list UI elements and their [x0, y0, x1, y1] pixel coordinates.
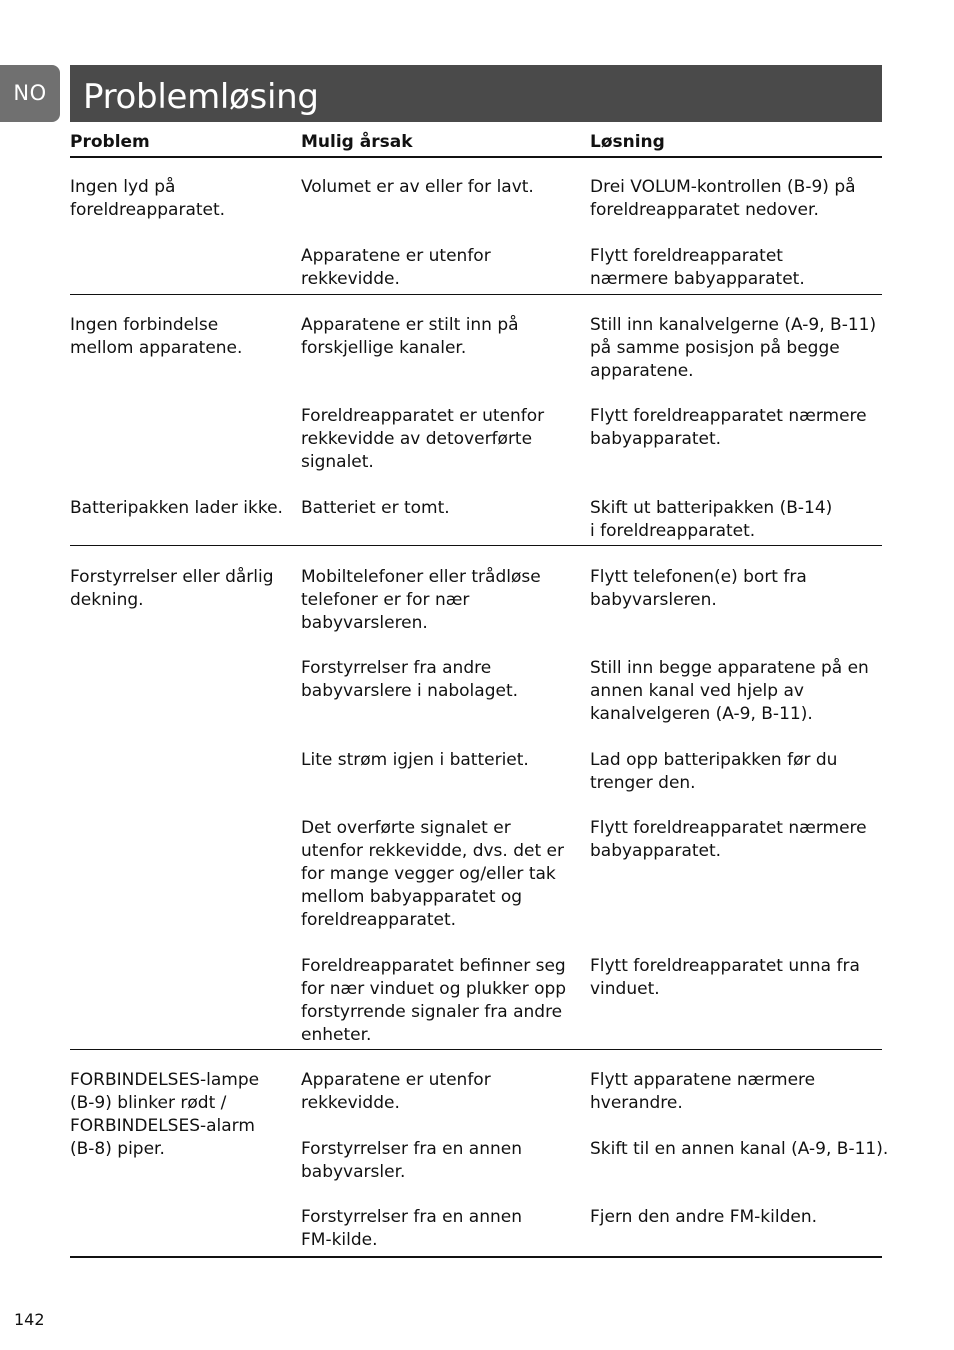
header-cause: Mulig årsak — [301, 132, 413, 152]
solution-cell: Lad opp batteripakken før du trenger den. — [590, 750, 838, 793]
cause-cell: Forstyrrelser fra en annen babyvarsler. — [301, 1139, 522, 1182]
problem-cell: Ingen lyd på foreldreapparatet. — [70, 177, 226, 220]
solution-cell: Still inn kanalvelgerne (A-9, B-11) på samme posisjon på begge apparatene. — [590, 315, 877, 381]
cause-cell: Mobiltelefoner eller trådløse telefoner er for nær babyvarsleren. — [301, 567, 541, 633]
title-bar — [70, 65, 882, 122]
solution-cell: Skift ut batteripakken (B-14) i foreldreapparatet. — [590, 498, 833, 541]
problem-cell: FORBINDELSES-lampe (B-9) blinker rødt / FORBINDELSES-alarm (B-8) piper. — [70, 1070, 260, 1159]
cause-cell: Batteriet er tomt. — [301, 498, 450, 518]
cause-cell: Lite strøm igjen i batteriet. — [301, 750, 529, 770]
cause-cell: Apparatene er utenfor rekkevidde. — [301, 1070, 491, 1113]
solution-cell: Drei VOLUM-kontrollen (B-9) på foreldreapparatet nedover. — [590, 177, 856, 220]
cause-cell: Forstyrrelser fra andre babyvarslere i nabolaget. — [301, 658, 519, 701]
problem-cell: Ingen forbindelse mellom apparatene. — [70, 315, 243, 358]
cause-cell: Foreldreapparatet er utenfor rekkevidde av detoverførte signalet. — [301, 406, 545, 472]
page-number: 142 — [14, 1310, 45, 1329]
row-divider — [70, 294, 882, 295]
table-bottom-rule — [70, 1256, 882, 1258]
header-problem: Problem — [70, 132, 150, 152]
cause-cell: Apparatene er utenfor rekkevidde. — [301, 246, 491, 289]
row-divider — [70, 545, 882, 546]
cause-cell: Volumet er av eller for lavt. — [301, 177, 534, 197]
cause-cell: Forstyrrelser fra en annen FM-kilde. — [301, 1207, 522, 1250]
solution-cell: Flytt apparatene nærmere hverandre. — [590, 1070, 816, 1113]
solution-cell: Fjern den andre FM-kilden. — [590, 1207, 818, 1227]
page-title: Problemløsing — [83, 77, 319, 117]
problem-cell: Batteripakken lader ikke. — [70, 498, 283, 518]
cause-cell: Apparatene er stilt inn på forskjellige kanaler. — [301, 315, 519, 358]
solution-cell: Flytt telefonen(e) bort fra babyvarsleren. — [590, 567, 807, 610]
cause-cell: Det overførte signalet er utenfor rekkevidde, dvs. det er for mange vegger og/eller tak mellom babyapparatet og foreldreapparatet. — [301, 818, 564, 930]
language-tab: NO — [0, 65, 60, 122]
solution-cell: Still inn begge apparatene på en annen kanal ved hjelp av kanalvelgeren (A-9, B-11). — [590, 658, 869, 724]
header-solution: Løsning — [590, 132, 665, 152]
solution-cell: Flytt foreldreapparatet nærmere babyapparatet. — [590, 406, 867, 449]
table-header — [70, 130, 882, 158]
solution-cell: Skift til en annen kanal (A-9, B-11). — [590, 1139, 889, 1159]
problem-cell: Forstyrrelser eller dårlig dekning. — [70, 567, 274, 610]
solution-cell: Flytt foreldreapparatet nærmere babyapparatet. — [590, 818, 867, 861]
solution-cell: Flytt foreldreapparatet nærmere babyapparatet. — [590, 246, 805, 289]
row-divider — [70, 1049, 882, 1050]
solution-cell: Flytt foreldreapparatet unna fra vinduet. — [590, 956, 860, 999]
cause-cell: Foreldreapparatet befinner seg for nær vinduet og plukker opp forstyrrende signaler fra andre enheter. — [301, 956, 567, 1045]
